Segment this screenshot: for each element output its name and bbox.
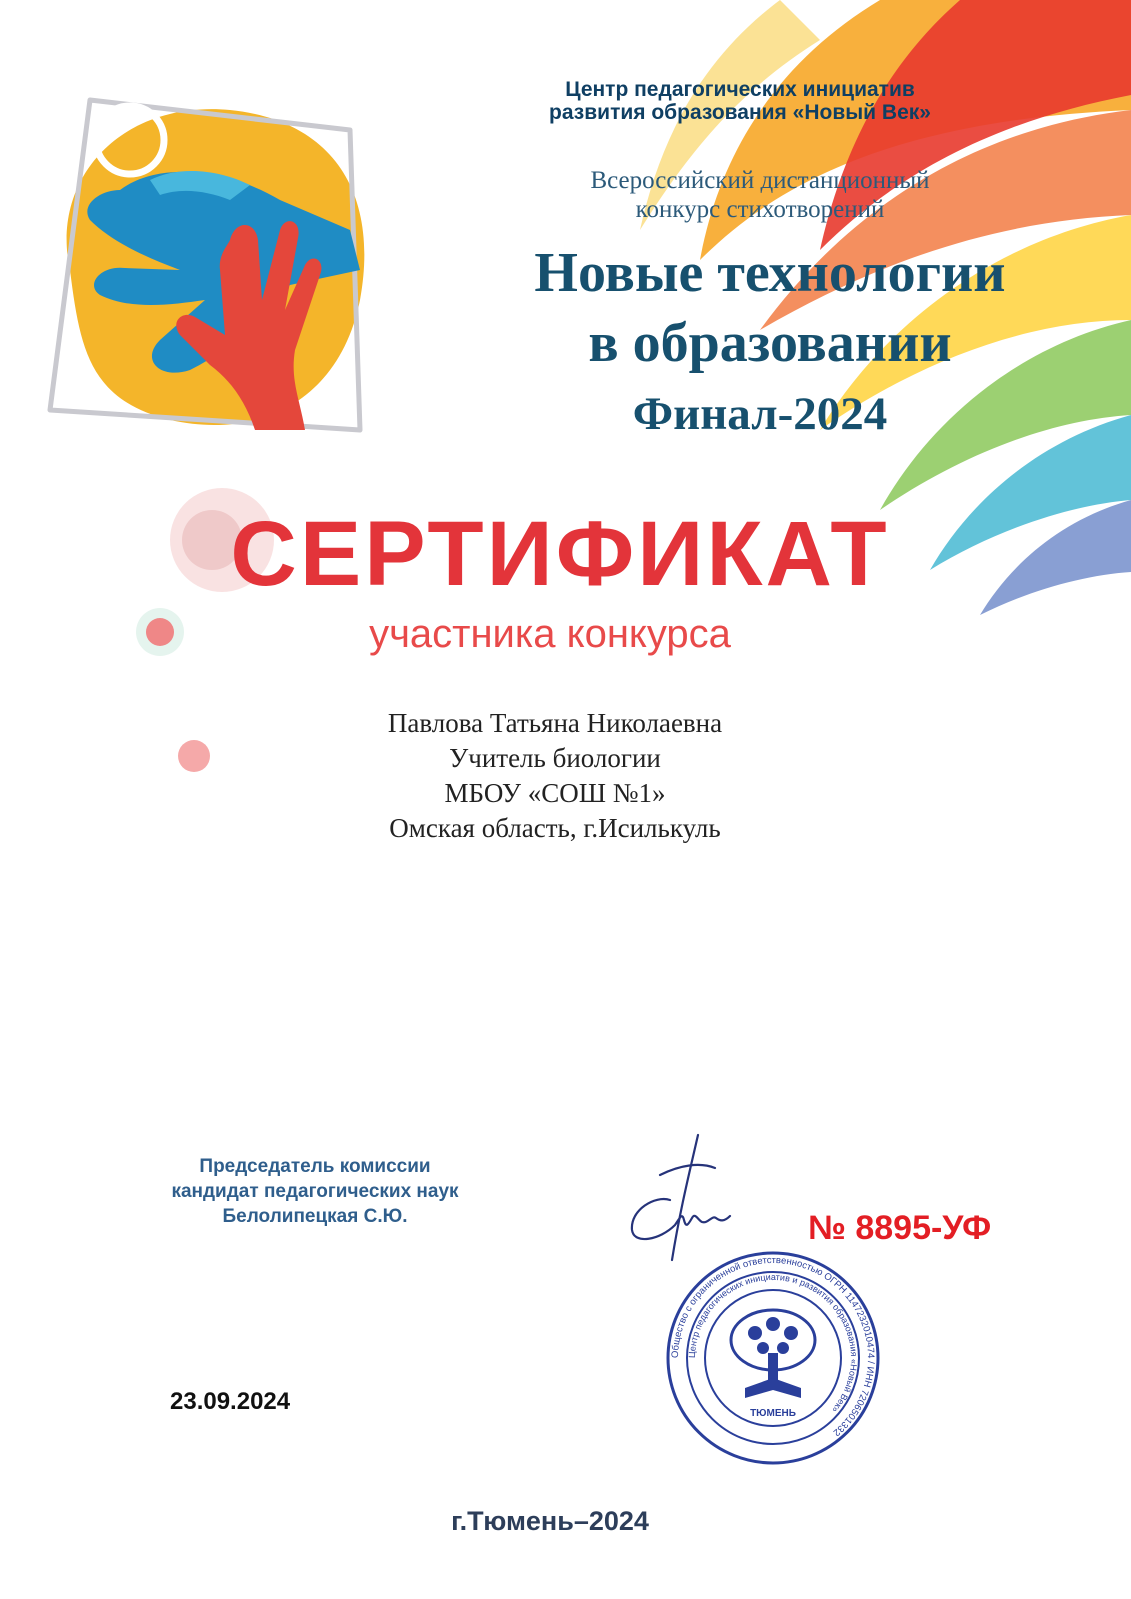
organization-stamp (663, 1248, 883, 1468)
contest-type-line2: конкурс стихотворений (635, 196, 885, 223)
contest-stage: Финал-2024 (632, 388, 888, 440)
contest-title-line2: в образовании (588, 312, 952, 374)
stamp-outer-text: Общество с ограниченной ответственностью ОГРН 1147232010474 / ИНН 7206501332 (669, 1254, 877, 1438)
contest-type (480, 166, 1040, 224)
participant-info (250, 706, 860, 846)
contest-title-line1: Новые технологии (534, 242, 1006, 304)
participant-position: Учитель биологии (449, 743, 661, 773)
svg-text:Центр педагогических инициатив (687, 1272, 859, 1415)
certificate-date: 23.09.2024 (170, 1388, 291, 1415)
stamp-city: ТЮМЕНЬ (750, 1408, 796, 1419)
signer-name: Белолипецкая С.Ю. (222, 1206, 408, 1227)
stamp-inner-text: Центр педагогических инициатив и развития образования «Новый Век» (686, 1271, 860, 1415)
signer-block (120, 1154, 510, 1229)
organization-name-line1: Центр педагогических инициатив (565, 78, 915, 101)
certificate-number: № 8895-УФ (808, 1209, 992, 1247)
signer-role: Председатель комиссии (199, 1156, 431, 1177)
participant-school: МБОУ «СОШ №1» (444, 778, 666, 808)
contest-type-line1: Всероссийский дистанционный (590, 167, 930, 194)
organization-name (460, 78, 1020, 124)
participant-location: Омская область, г.Исилькуль (389, 813, 721, 843)
organization-name-line2: развития образования «Новый Век» (549, 101, 931, 124)
contest-title (420, 238, 1120, 378)
signer-degree: кандидат педагогических наук (171, 1181, 459, 1202)
stamp-tree-icon (731, 1310, 815, 1398)
certificate-subtitle: участника конкурса (369, 612, 731, 656)
participant-name: Павлова Татьяна Николаевна (387, 708, 723, 738)
footer-city-year: г.Тюмень–2024 (451, 1506, 649, 1536)
certificate-title: СЕРТИФИКАТ (230, 503, 890, 605)
hands-logo (30, 70, 380, 450)
